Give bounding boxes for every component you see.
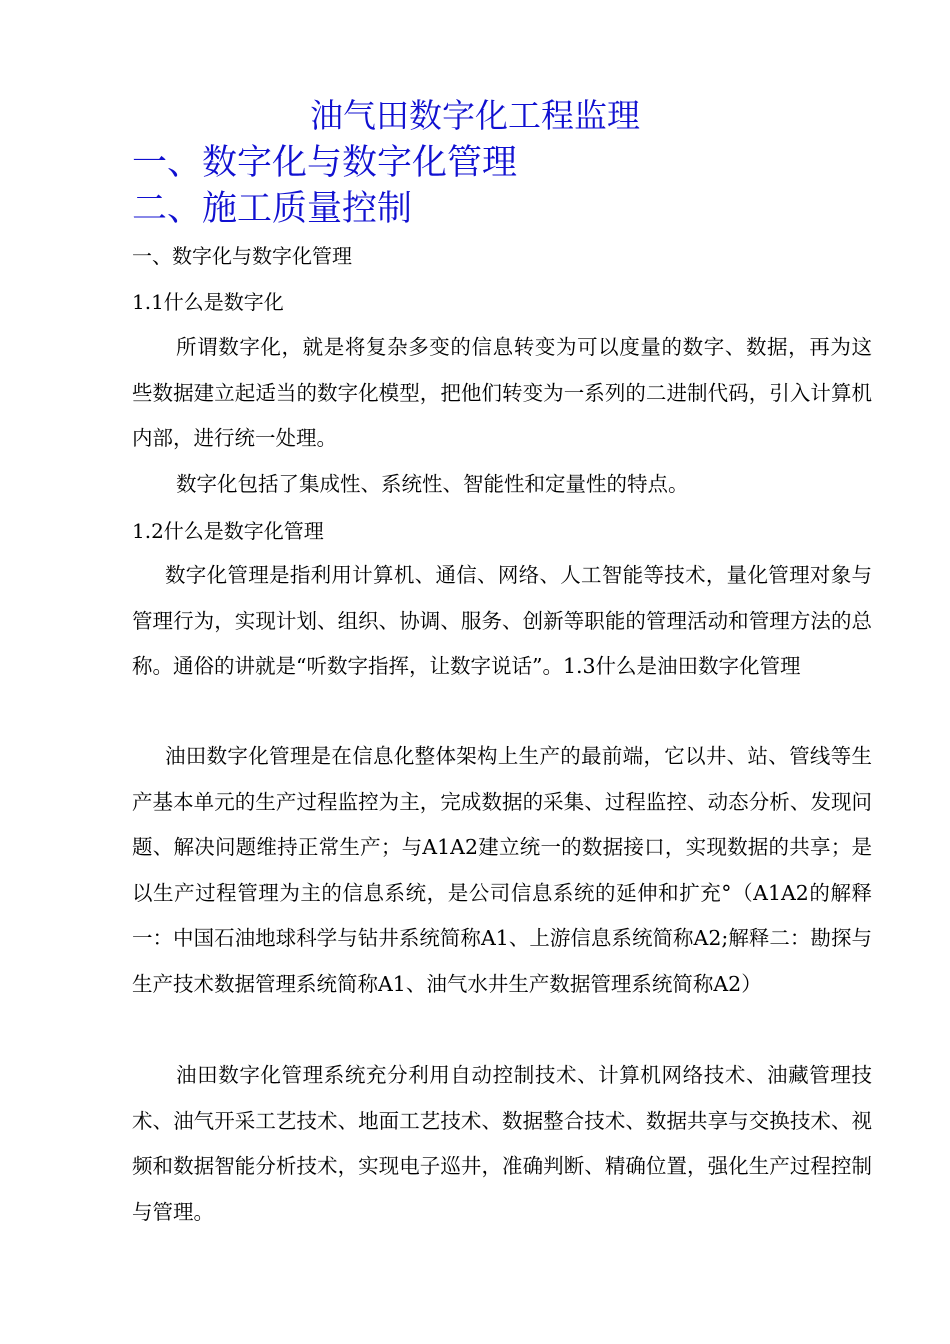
paragraph-digital-management: 数字化管理是指利用计算机、通信、网络、人工智能等技术，量化管理对象与管理行为，实现计划、组织、协调、服务、创新等职能的管理活动和管理方法的总称。通俗的讲就是“听数字指挥，让数字说话”。1.3什么是油田数字化管理 <box>132 563 872 678</box>
document-title: 油气田数字化工程监理 <box>310 96 640 135</box>
toc-item-quality-control: 二、施工质量控制 <box>132 189 413 229</box>
sub-heading-1-2: 1.2什么是数字化管理 <box>132 519 324 543</box>
toc-item-digitalization: 一、数字化与数字化管理 <box>132 143 518 183</box>
paragraph-oilfield-management: 油田数字化管理是在信息化整体架构上生产的最前端，它以井、站、管线等生产基本单元的生产过程监控为主，完成数据的采集、过程监控、动态分析、发现问题、解决问题维持正常生产；与A1A2建立统一的数据接口，实现数据的共享；是以生产过程管理为主的信息系统，是公司信息系统的延伸和扩充°（A1A2的解释一：中国石油地球科学与钻井系统简称A1、上游信息系统简称A2;解释二：勘探与生产技术数据管理系统简称A1、油气水井生产数据管理系统简称A2） <box>132 744 872 996</box>
paragraph-definition: 所谓数字化，就是将复杂多变的信息转变为可以度量的数字、数据，再为这些数据建立起适当的数字化模型，把他们转变为一系列的二进制代码，引入计算机内部，进行统一处理。 <box>132 335 872 450</box>
paragraph-oilfield-system: 油田数字化管理系统充分利用自动控制技术、计算机网络技术、油藏管理技术、油气开采工艺技术、地面工艺技术、数据整合技术、数据共享与交换技术、视频和数据智能分析技术，实现电子巡井，准确判断、精确位置，强化生产过程控制与管理。 <box>132 1063 872 1224</box>
paragraph-characteristics: 数字化包括了集成性、系统性、智能性和定量性的特点。 <box>176 472 689 496</box>
sub-heading-1-1: 1.1什么是数字化 <box>132 290 284 314</box>
section-heading: 一、数字化与数字化管理 <box>132 244 352 268</box>
